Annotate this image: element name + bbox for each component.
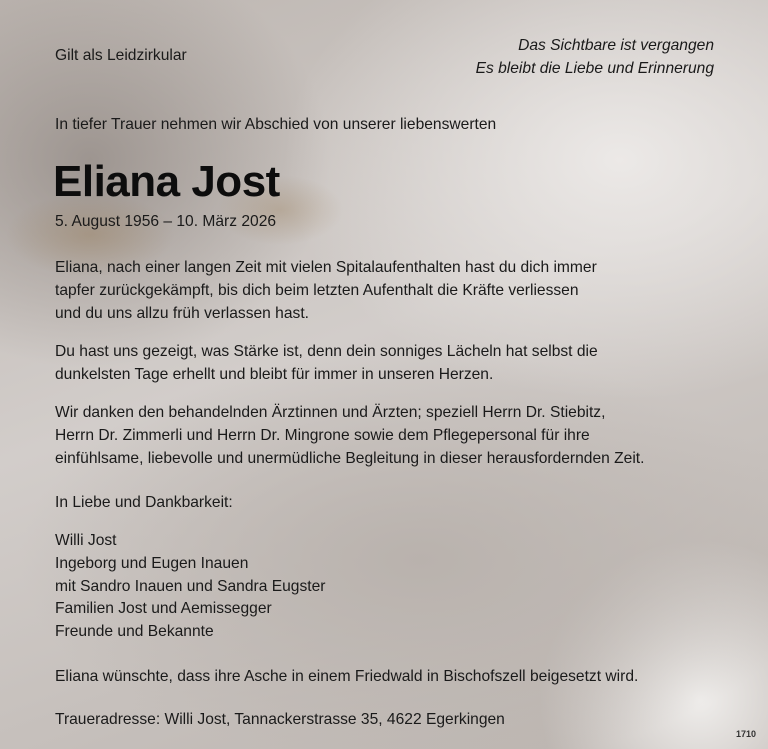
burial-note: Eliana wünschte, dass ihre Asche in einem Friedwald in Bischofszell beigesetzt wird.	[55, 668, 639, 685]
paragraph-3	[55, 402, 644, 470]
mourner: Freunde und Bekannte	[55, 623, 214, 641]
mourning-address: Traueradresse: Willi Jost, Tannackerstrasse 35, 4622 Egerkingen	[55, 711, 505, 728]
circular-note: Gilt als Leidzirkular	[55, 47, 187, 64]
ad-code: 1710	[735, 729, 756, 739]
text-line: Wir danken den behandelnden Ärztinnen und Ärzten; speziell Herrn Dr. Stiebitz,	[55, 404, 606, 421]
text-line: tapfer zurückgekämpft, bis dich beim letzten Aufenthalt die Kräfte verliessen	[55, 281, 579, 299]
text-line: einfühlsame, liebevolle und unermüdliche Begleitung in dieser herausfordernden Zeit.	[55, 449, 645, 467]
mourner: Familien Jost und Aemissegger	[55, 600, 272, 618]
text-line: Eliana, nach einer langen Zeit mit vielen Spitalaufenthalten hast du dich immer	[55, 259, 597, 276]
deceased-name: Eliana Jost	[53, 157, 280, 206]
text-line: dunkelsten Tage erhellt und bleibt für immer in unseren Herzen.	[55, 365, 494, 383]
mourner: Ingeborg und Eugen Inauen	[55, 554, 249, 572]
text-line: und du uns allzu früh verlassen hast.	[55, 304, 309, 322]
closing: In Liebe und Dankbarkeit:	[55, 494, 233, 511]
intro-text: In tiefer Trauer nehmen wir Abschied von unserer liebenswerten	[55, 116, 497, 133]
text-line: Herrn Dr. Zimmerli und Herrn Dr. Mingrone sowie dem Pflegepersonal für ihre	[55, 426, 590, 444]
paragraph-2	[55, 341, 598, 387]
paragraph-1	[55, 257, 597, 325]
mourner: Willi Jost	[55, 532, 117, 549]
life-dates: 5. August 1956 – 10. März 2026	[55, 213, 277, 230]
motto-line-2: Es bleibt die Liebe und Erinnerung	[475, 60, 714, 77]
mourner: mit Sandro Inauen und Sandra Eugster	[55, 577, 326, 595]
motto-line-1: Das Sichtbare ist vergangen	[518, 37, 714, 54]
mourners-list	[55, 530, 325, 644]
text-line: Du hast uns gezeigt, was Stärke ist, denn dein sonniges Lächeln hat selbst die	[55, 343, 598, 360]
